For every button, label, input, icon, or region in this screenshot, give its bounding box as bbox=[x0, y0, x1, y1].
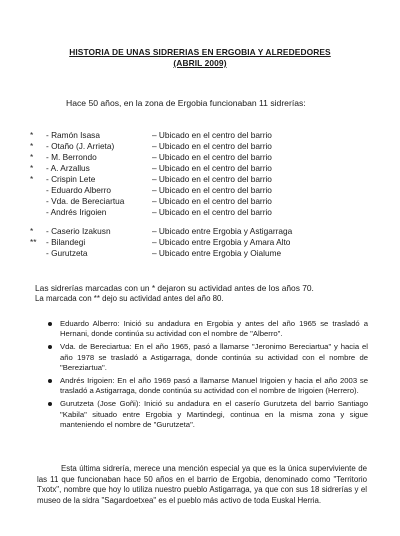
sidreria-location: – Ubicado en el centro del barrio bbox=[152, 185, 272, 195]
asterisk-mark: ** bbox=[30, 237, 37, 247]
sidreria-name: - Eduardo Alberro bbox=[46, 185, 112, 195]
bullet-text: Vda. de Bereciartua: En el año 1965, pasó a llamarse "Jeronimo Bereciartua" y hacia el año 1978 se trasladó a Astigarraga, donde continúa su actividad con el nombre de "Bereziartua". bbox=[60, 342, 368, 372]
sidreria-location: – Ubicado en el centro del barrio bbox=[152, 196, 272, 206]
asterisk-mark: * bbox=[30, 226, 34, 236]
asterisk-mark: * bbox=[30, 174, 34, 184]
intro-paragraph: Hace 50 años, en la zona de Ergobia funcionaban 11 sidrerías: bbox=[66, 98, 306, 108]
list-item bbox=[48, 376, 368, 396]
sidreria-location: – Ubicado en el centro del barrio bbox=[152, 207, 272, 217]
sidreria-name: - Crispin Lete bbox=[46, 174, 96, 184]
sidreria-location: – Ubicado en el centro del barrio bbox=[152, 174, 272, 184]
bullet-list bbox=[48, 319, 368, 433]
sidreria-name: - Vda. de Bereciartua bbox=[46, 196, 125, 206]
bullet-icon bbox=[48, 379, 52, 383]
sidreria-location: – Ubicado entre Ergobia y Astigarraga bbox=[152, 226, 293, 236]
document-title: HISTORIA DE UNAS SIDRERIAS EN ERGOBIA Y ALREDEDORES bbox=[69, 47, 331, 57]
sidreria-name: - M. Berrondo bbox=[46, 152, 97, 162]
sidreria-name: - Caserio Izakusn bbox=[46, 226, 111, 236]
sidreria-name: - Andrés Irigoien bbox=[46, 207, 107, 217]
list-item bbox=[48, 399, 368, 430]
footnote-double-asterisk: La marcada con ** dejo su actividad antes del año 80. bbox=[35, 294, 224, 303]
bullet-text: Gurutzeta (Jose Goñi): Inició su andadura en el caserío Gurutzeta del barrio Santiago "Kabila" situado entre Ergobia y Martindegi, continua en la misma zona y sigue manteniendo el nombre de "Gurutzeta". bbox=[60, 399, 368, 429]
sidreria-location: – Ubicado entre Ergobia y Amara Alto bbox=[152, 237, 291, 247]
bullet-icon bbox=[48, 345, 52, 349]
bullet-text: Andrés Irigoien: En el año 1969 pasó a llamarse Manuel Irigoien y hacia el año 2003 se trasladó a Astigarraga, donde continúa su actividad con el nombre de Irigoien (Herrero). bbox=[60, 376, 368, 396]
sidreria-name: - A. Arzallus bbox=[46, 163, 90, 173]
bullet-icon bbox=[48, 322, 52, 326]
document-date: (ABRIL 2009) bbox=[173, 58, 227, 68]
asterisk-mark: * bbox=[30, 152, 34, 162]
sidreria-location: – Ubicado en el centro del barrio bbox=[152, 163, 272, 173]
sidreria-location: – Ubicado entre Ergobia y Oialume bbox=[152, 248, 282, 258]
asterisk-mark: * bbox=[30, 141, 34, 151]
sidreria-location: – Ubicado en el centro del barrio bbox=[152, 141, 272, 151]
bullet-text: Eduardo Alberro: Inició su andadura en Ergobia y antes del año 1965 se trasladó a Hernani, donde continúa su actividad con el nombre de "Alberro". bbox=[60, 319, 368, 339]
sidreria-location: – Ubicado en el centro del barrio bbox=[152, 152, 272, 162]
list-item bbox=[48, 319, 368, 339]
bullet-icon bbox=[48, 402, 52, 406]
sidreria-name: - Otaño (J. Arrieta) bbox=[46, 141, 115, 151]
asterisk-mark: * bbox=[30, 130, 34, 140]
asterisk-mark: * bbox=[30, 163, 34, 173]
sidreria-name: - Bilandegi bbox=[46, 237, 86, 247]
sidreria-name: - Ramón Isasa bbox=[46, 130, 100, 140]
list-item bbox=[48, 342, 368, 373]
footnote-single-asterisk: Las sidrerías marcadas con un * dejaron su actividad antes de los años 70. bbox=[35, 283, 314, 293]
sidreria-location: – Ubicado en el centro del barrio bbox=[152, 130, 272, 140]
closing-paragraph: Esta última sidrería, merece una mención especial ya que es la única superviviente de las 11 que funcionaban hace 50 años en el barrio de Ergobia, denominado como "Territorio Txotx", nombre que hoy lo utiliza nuestro pueblo Astigarraga, ya que con sus 18 sidrerías y el museo de la sidra "Sagardoetxea" es el pueblo más activo de toda Euskal Herria. bbox=[37, 464, 367, 505]
sidreria-name: - Gurutzeta bbox=[46, 248, 88, 258]
